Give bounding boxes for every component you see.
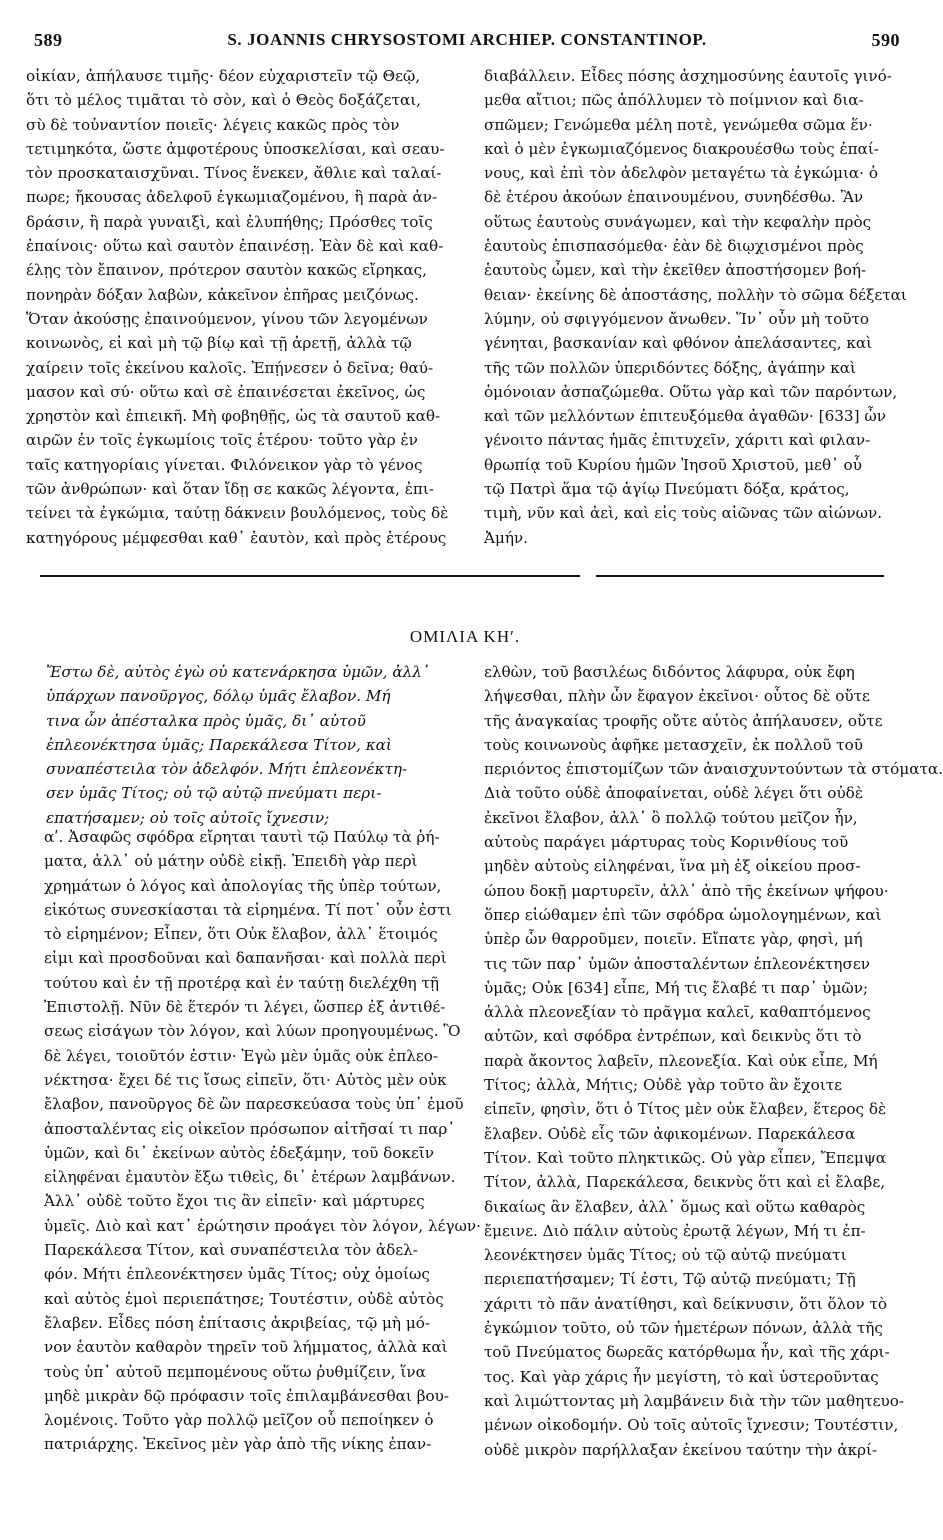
text-line: ὑμῶν, καὶ δι᾽ ἐκείνων αὐτὸς ἐδεξάμην, τοῦ δοκεῖν	[44, 1143, 435, 1162]
text-line: εἰμι καὶ προσδοῦναι καὶ δαπανῆσαι· καὶ πολλὰ περὶ	[44, 949, 447, 968]
text-line: τῆς ἀναγκαίας τροφῆς οὔτε αὐτὸς ἀπήλαυσεν, οὔτε	[484, 711, 883, 730]
text-line: ὅτι τὸ μέλος τιμᾶται τὸ σὸν, καὶ ὁ Θεὸς δοξάζεται,	[26, 91, 421, 110]
text-line: Τίτον. Καὶ τοῦτο πληκτικῶς. Οὐ γὰρ εἶπεν, Ἔπεμψα	[484, 1148, 887, 1167]
text-line: ἔλαβεν. Εἶδες πόση ἐπίτασις ἀκριβείας, τῷ μὴ μό-	[44, 1313, 430, 1332]
text-line: νέκτησα· ἔχει δέ τις ἴσως εἰπεῖν, ὅτι· Αὐτὸς μὲν οὐκ	[44, 1070, 447, 1089]
text-line: έλῃς τὸν ἔπαινον, πρότερον σαυτὸν κακῶς εἴρηκας,	[26, 261, 427, 280]
scripture-line: ὑπάρχων πανοῦργος, δόλῳ ὑμᾶς ἔλαβον. Μή	[46, 687, 391, 706]
text-line: οὕτως ἑαυτοὺς συνάγωμεν, καὶ τὴν κεφαλὴν πρὸς	[484, 212, 872, 231]
text-line: νον ἑαυτὸν καθαρὸν τηρεῖν τοῦ λήμματος, ἀλλὰ καὶ	[44, 1338, 448, 1357]
text-line: αιρῶν ἐν τοῖς ἐγκωμίοις τοῖς ἑτέρου· τοῦτο γὰρ ἐν	[26, 431, 418, 450]
text-line: σεως εἰσάγων τὸν λόγον, καὶ λύων προηγουμένως. Ὃ	[44, 1022, 461, 1041]
text-line: Ὅταν ἀκούσῃς ἐπαινούμενον, γίνου τῶν λεγομένων	[26, 309, 428, 328]
text-line: εἰκότως συνεσκίασται τὰ εἰρημένα. Τί ποτ᾽ οὖν ἐστι	[44, 900, 452, 919]
text-line: Ἀμήν.	[484, 528, 528, 547]
scripture-line: Ἔστω δὲ, αὐτὸς ἐγὼ οὐ κατενάρκησα ὑμῶν, ἀλλ᾽	[46, 663, 430, 681]
text-line: ἔλαβον, πανοῦργος δὲ ὢν παρεσκεύασα τοὺς ὑπ᾽ ἐμοῦ	[44, 1095, 464, 1114]
text-line: καὶ τῶν μελλόντων ἐπιτευξόμεθα ἀγαθῶν· [633] ὧν	[484, 407, 886, 426]
text-line: εἰπεῖν, φησὶν, ὅτι ὁ Τίτος μὲν οὐκ ἔλαβεν, ἕτερος δὲ	[484, 1100, 887, 1119]
text-line: φόν. Μήτι ἐπλεονέκτησεν ὑμᾶς Τίτος; οὐχ ὁμοίως	[44, 1265, 430, 1284]
text-line: πωρε; ἤκουσας ἀδελφοῦ ἐγκωμιαζομένου, ἢ παρὰ ἀν-	[26, 188, 438, 207]
text-line: χρηστὸν καὶ ἐπιεικῆ. Μὴ φοβηθῇς, ὡς τὰ σαυτοῦ καθ-	[26, 407, 441, 426]
text-line: οἰκίαν, ἀπήλαυσε τιμῆς· δέον εὐχαριστεῖν τῷ Θεῷ,	[26, 67, 421, 85]
text-line: γένοιτο πάντας ἡμᾶς ἐπιτυχεῖν, χάριτι καὶ φιλαν-	[484, 431, 871, 450]
text-line: κοινωνὸς, εἰ καὶ μὴ τῷ βίῳ καὶ τῇ ἀρετῇ, ἀλλὰ τῷ	[26, 334, 412, 353]
text-line: μηδὲ μικρὰν δῷ πρόφασιν τοῖς ἐπιλαμβάνεσθαι βου-	[44, 1386, 449, 1405]
text-line: τούτου καὶ ἐν τῇ προτέρᾳ καὶ ἐν ταύτῃ διελέχθη τῇ	[44, 973, 439, 992]
bottom-right-column	[484, 660, 943, 1462]
text-line: μεθα αἴτιοι; πῶς ἀπόλλυμεν τὸ ποίμνιον καὶ δια-	[484, 91, 864, 110]
text-line: Τίτον, ἀλλὰ, Παρεκάλεσα, δεικνὺς ὅτι καὶ εἰ ἔλαβε,	[484, 1173, 886, 1192]
text-line: ὑμεῖς. Διὸ καὶ κατ᾽ ἐρώτησιν προάγει τὸν λόγον, λέγων·	[44, 1216, 481, 1235]
text-line: ὑμᾶς; Οὐκ [634] εἶπε, Μή τις ἔλαβέ τι παρ᾽ ὑμῶν;	[484, 978, 869, 997]
text-line: καὶ λιμώττοντας μὴ λαμβάνειν διὰ τὴν τῶν μαθητευο-	[484, 1391, 904, 1410]
text-line: περιεπατήσαμεν; Τί ἐστι, Τῷ αὐτῷ πνεύματι; Τῇ	[484, 1270, 856, 1289]
text-line: τὸν προσκαταισχῦναι. Τίνος ἕνεκεν, ἄθλιε καὶ ταλαί-	[26, 164, 442, 183]
text-line: ελθὼν, τοῦ βασιλέως διδόντος λάφυρα, οὐκ ἔφη	[484, 663, 855, 681]
text-line: ὑπὲρ ὧν θαρροῦμεν, ποιεῖν. Εἴπατε γὰρ, φησὶ, μή	[484, 930, 863, 949]
scripture-line: σεν ὑμᾶς Τίτος; οὐ τῷ αὐτῷ πνεύματι περι-	[46, 784, 382, 803]
text-line: ὅπερ εἰώθαμεν ἐπὶ τῶν σφόδρα ὡμολογημένων, καὶ	[484, 905, 882, 924]
scripture-line: επατήσαμεν; οὐ τοῖς αὐτοῖς ἴχνεσιν;	[46, 808, 330, 827]
text-line: θρωπίᾳ τοῦ Κυρίου ἡμῶν Ἰησοῦ Χριστοῦ, μεθ᾽ οὗ	[484, 455, 862, 474]
homily-title: ΟΜΙΛΙΑ ΚΗʹ.	[409, 627, 521, 646]
text-line: εἰληφέναι ἐμαυτὸν ἔξω τιθεὶς, δι᾽ ἑτέρων λαμβάνων.	[44, 1168, 456, 1187]
text-line: σπῶμεν; Γενώμεθα μέλη ποτὲ, γενώμεθα σῶμα ἕν·	[484, 115, 873, 134]
text-line: λήψεσθαι, πλὴν ὧν ἔφαγον ἐκεῖνοι· οὗτος δὲ οὔτε	[484, 687, 870, 706]
text-line: ἔμεινε. Διὸ πάλιν αὐτοὺς ἐρωτᾷ λέγων, Μή τι ἐπ-	[484, 1221, 866, 1240]
text-line: δικαίως ἂν ἔλαβεν, ἀλλ᾽ ὅμως καὶ οὕτω καθαρὸς	[484, 1197, 866, 1216]
text-line: διαβάλλειν. Εἶδες πόσης ἀσχημοσύνης ἑαυτοῖς γινό-	[484, 67, 892, 85]
text-line: καὶ αὐτὸς ἐμοὶ περιεπάτησε; Τουτέστιν, οὐδὲ αὐτὸς	[44, 1289, 444, 1308]
text-line: τῆς τῶν πολλῶν ὑπεριδόντες δόξης, ἀγάπην καὶ	[484, 358, 856, 377]
section-divider-right	[596, 575, 884, 577]
running-title: S. JOANNIS CHRYSOSTOMI ARCHIEP. CONSTANTINOP.	[227, 30, 707, 49]
text-line: ἑαυτοὺς ἐπισπασόμεθα· ἐὰν δὲ διῳχισμένοι πρὸς	[484, 237, 864, 256]
text-line: μασον καὶ σύ· οὕτω καὶ σὲ ἐπαινέσεται ἐκεῖνος, ὡς	[26, 382, 426, 401]
text-line: Διὰ τοῦτο οὐδὲ ἀποφαίνεται, οὐδὲ λέγει ὅτι οὐδὲ	[484, 784, 863, 803]
text-line: ἀποσταλέντας εἰς οἰκεῖον πρόσωπον αἰτῆσαί τι παρ᾽	[44, 1119, 455, 1138]
bottom-left-column	[44, 825, 481, 1457]
text-line: Παρεκάλεσα Τίτον, καὶ συναπέστειλα τὸν ἀδελ-	[44, 1241, 418, 1260]
section-divider-left	[40, 575, 580, 577]
text-line: αʹ. Ἀσαφῶς σφόδρα εἴρηται ταυτὶ τῷ Παύλῳ τὰ ῥή-	[44, 828, 440, 846]
text-line: ἑαυτοὺς ὦμεν, καὶ τὴν ἐκεῖθεν ἀποστήσομεν βοή-	[484, 261, 867, 280]
text-line: τοὺς ὑπ᾽ αὐτοῦ πεμπομένους οὕτω ῥυθμίζειν, ἵνα	[44, 1362, 426, 1381]
text-line: τὸ εἰρημένον; Εἶπεν, ὅτι Οὐκ ἔλαβον, ἀλλ᾽ ἕτοιμός	[44, 925, 438, 944]
scripture-line: συναπέστειλα τὸν ἀδελφόν. Μήτι ἐπλεονέκτη-	[46, 760, 408, 779]
text-line: θειαν· ἐκείνης δὲ ἀποστάσης, πολλὴν τὸ σῶμα δέξεται	[484, 285, 907, 304]
text-line: περιόντος ἐπιστομίζων τῶν ἀναισχυντούντων τὰ στόματα.	[484, 760, 943, 779]
page-number-right: 590	[871, 30, 900, 50]
text-line: χρημάτων ὁ λόγος καὶ ἀπολογίας τῆς ὑπὲρ τούτων,	[44, 876, 442, 895]
text-line: τετιμηκότα, ὥστε ἀμφοτέρους ὑποσκελίσαι, καὶ σεαυ-	[26, 139, 445, 158]
text-line: λομένοις. Τοῦτο γὰρ πολλῷ μεῖζον οὗ πεποίηκεν ὁ	[44, 1411, 434, 1430]
text-line: Ἀλλ᾽ οὐδὲ τοῦτο ἔχοι τις ἂν εἰπεῖν· καὶ μάρτυρες	[44, 1192, 425, 1211]
text-line: ώπου δοκῇ μαρτυρεῖν, ἀλλ᾽ ἀπὸ τῆς ἐκείνων ψήφου·	[484, 881, 889, 900]
top-right-column	[484, 64, 907, 547]
text-line: οὐδὲ μικρὸν παρήλλαξαν ἐκείνου ταύτην τὴν ἀκρί-	[484, 1440, 878, 1459]
text-line: δὲ λέγει, τοιοῦτόν ἐστιν· Ἐγὼ μὲν ὑμᾶς οὐκ ἐπλεο-	[44, 1046, 439, 1065]
text-line: λεονέκτησεν ὑμᾶς Τίτος; οὐ τῷ αὐτῷ πνεύματι	[484, 1246, 847, 1265]
scripture-line: τινα ὧν ἀπέσταλκα πρὸς ὑμᾶς, δι᾽ αὐτοῦ	[46, 711, 366, 730]
text-line: ἀλλὰ πλεονεξίαν τὸ πρᾶγμα καλεῖ, καθαπτόμενος	[484, 1003, 871, 1022]
text-line: πατριάρχης. Ἐκεῖνος μὲν γὰρ ἀπὸ τῆς νίκης ἐπαν-	[44, 1435, 432, 1454]
text-line: λύμην, οὐ σφιγγόμενον ἄνωθεν. Ἵν᾽ οὖν μὴ τοῦτο	[484, 309, 870, 328]
text-line: μηδὲν αὐτοὺς εἰληφέναι, ἵνα μὴ ἐξ οἰκείου προσ-	[484, 857, 861, 876]
text-line: πονηρὰν δόξαν λαβὼν, κἀκεῖνον ἐπῆρας μειζόνως.	[26, 285, 419, 304]
page-number-left: 589	[34, 30, 63, 50]
text-line: αὐτοὺς παράγει μάρτυρας τοὺς Κορινθίους τοῦ	[484, 833, 849, 852]
text-line: σὺ δὲ τοὐναντίον ποιεῖς· λέγεις κακῶς πρὸς τὸν	[26, 115, 400, 134]
text-line: ἔλαβεν. Οὐδὲ εἷς τῶν ἀφικομένων. Παρεκάλεσα	[484, 1124, 856, 1143]
text-line: νους, καὶ ἐπὶ τὸν ἀδελφὸν μεταγέτω τὰ ἐγκώμια· ὁ	[484, 164, 878, 183]
text-line: δὲ ἑτέρου ἀκούων ἐπαινουμένου, συνηδέσθω. Ἂν	[484, 188, 864, 207]
text-line: τος. Καὶ γὰρ χάρις ἦν μεγίστη, τὸ καὶ ὑστεροῦντας	[484, 1367, 879, 1386]
text-line: Τίτος; ἀλλὰ, Μήτις; Οὐδὲ γὰρ τοῦτο ἂν ἔχοιτε	[484, 1076, 843, 1095]
running-header	[34, 30, 900, 58]
text-line: τιμὴ, νῦν καὶ ἀεὶ, καὶ εἰς τοὺς αἰῶνας τῶν αἰώνων.	[484, 504, 883, 523]
text-line: ματα, ἀλλ᾽ οὐ μάτην οὐδὲ εἰκῇ. Ἐπειδὴ γὰρ περὶ	[44, 852, 418, 871]
text-line: ἐπαίνοις· οὕτω καὶ σαυτὸν ἐπαινέσῃ. Ἐὰν δὲ καὶ καθ-	[26, 237, 444, 256]
text-line: γένηται, βασκανίαν καὶ φθόνον ἀπελάσαντες, καὶ	[484, 334, 873, 353]
text-line: χαίρειν τοῖς ἐκείνου καλοῖς. Ἐπῄνεσεν ὁ δεῖνα; θαύ-	[26, 358, 434, 377]
text-line: ἐγκώμιον τοῦτο, οὐ τῶν ἡμετέρων πόνων, ἀλλὰ τῆς	[484, 1319, 883, 1338]
text-line: Ἐπιστολῇ. Νῦν δὲ ἕτερόν τι λέγει, ὥσπερ ἐξ ἀντιθέ-	[44, 998, 446, 1017]
text-line: χάριτι τὸ πᾶν ἀνατίθησι, καὶ δείκνυσιν, ὅτι ὅλον τὸ	[484, 1294, 888, 1313]
text-line: δράσιν, ἢ παρὰ γυναιξὶ, καὶ ἐλυπήθης; Πρόσθες τοῖς	[26, 212, 433, 231]
text-line: τῶν ἀνθρώπων· καὶ ὅταν ἴδῃ σε κακῶς λέγοντα, ἐπι-	[26, 480, 434, 499]
text-line: τις τῶν παρ᾽ ὑμῶν ἀποσταλέντων ἐπλεονέκτησεν	[484, 954, 870, 973]
text-line: ὁμόνοιαν ἀσπαζώμεθα. Οὕτω γὰρ καὶ τῶν παρόντων,	[484, 382, 898, 401]
text-line: τείνει τὰ ἐγκώμια, ταύτῃ δάκνειν βουλόμενος, τοὺς δὲ	[26, 504, 449, 523]
text-line: τοῦ Πνεύματος δωρεᾶς κατόρθωμα ἦν, καὶ τῆς χάρι-	[484, 1343, 890, 1362]
scripture-passage	[46, 660, 448, 830]
text-line: μένων οἰκοδομήν. Οὐ τοῖς αὐτοῖς ἴχνεσιν; Τουτέστιν,	[484, 1416, 899, 1435]
top-left-column	[26, 64, 456, 547]
text-line: αὐτῶν, καὶ σφόδρα ἐντρέπων, καὶ δεικνὺς ὅτι τὸ	[484, 1027, 862, 1046]
text-line: ἐκεῖνοι ἔλαβον, ἀλλ᾽ ὃ πολλῷ τούτου μεῖζον ἦν,	[484, 808, 858, 827]
text-line: τῷ Πατρὶ ἅμα τῷ ἁγίῳ Πνεύματι δόξα, κράτος,	[484, 480, 850, 499]
text-line: κατηγόρους μέμφεσθαι καθ᾽ ἑαυτὸν, καὶ πρὸς ἑτέρους	[26, 528, 447, 547]
text-line: παρὰ ἄκοντος λαβεῖν, πλεονεξία. Καὶ οὐκ εἶπε, Μή	[484, 1051, 878, 1070]
text-line: τοὺς κοινωνοὺς ἀφῆκε μετασχεῖν, ἐκ πολλοῦ τοῦ	[484, 735, 863, 754]
text-line: καὶ ὁ μὲν ἐγκωμιαζόμενος διακρουέσθω τοὺς ἐπαί-	[484, 139, 879, 158]
scripture-line: ἐπλεονέκτησα ὑμᾶς; Παρεκάλεσα Τίτον, καὶ	[46, 735, 392, 754]
text-line: ταῖς κατηγορίαις γίνεται. Φιλόνεικον γὰρ τὸ γένος	[26, 455, 423, 474]
